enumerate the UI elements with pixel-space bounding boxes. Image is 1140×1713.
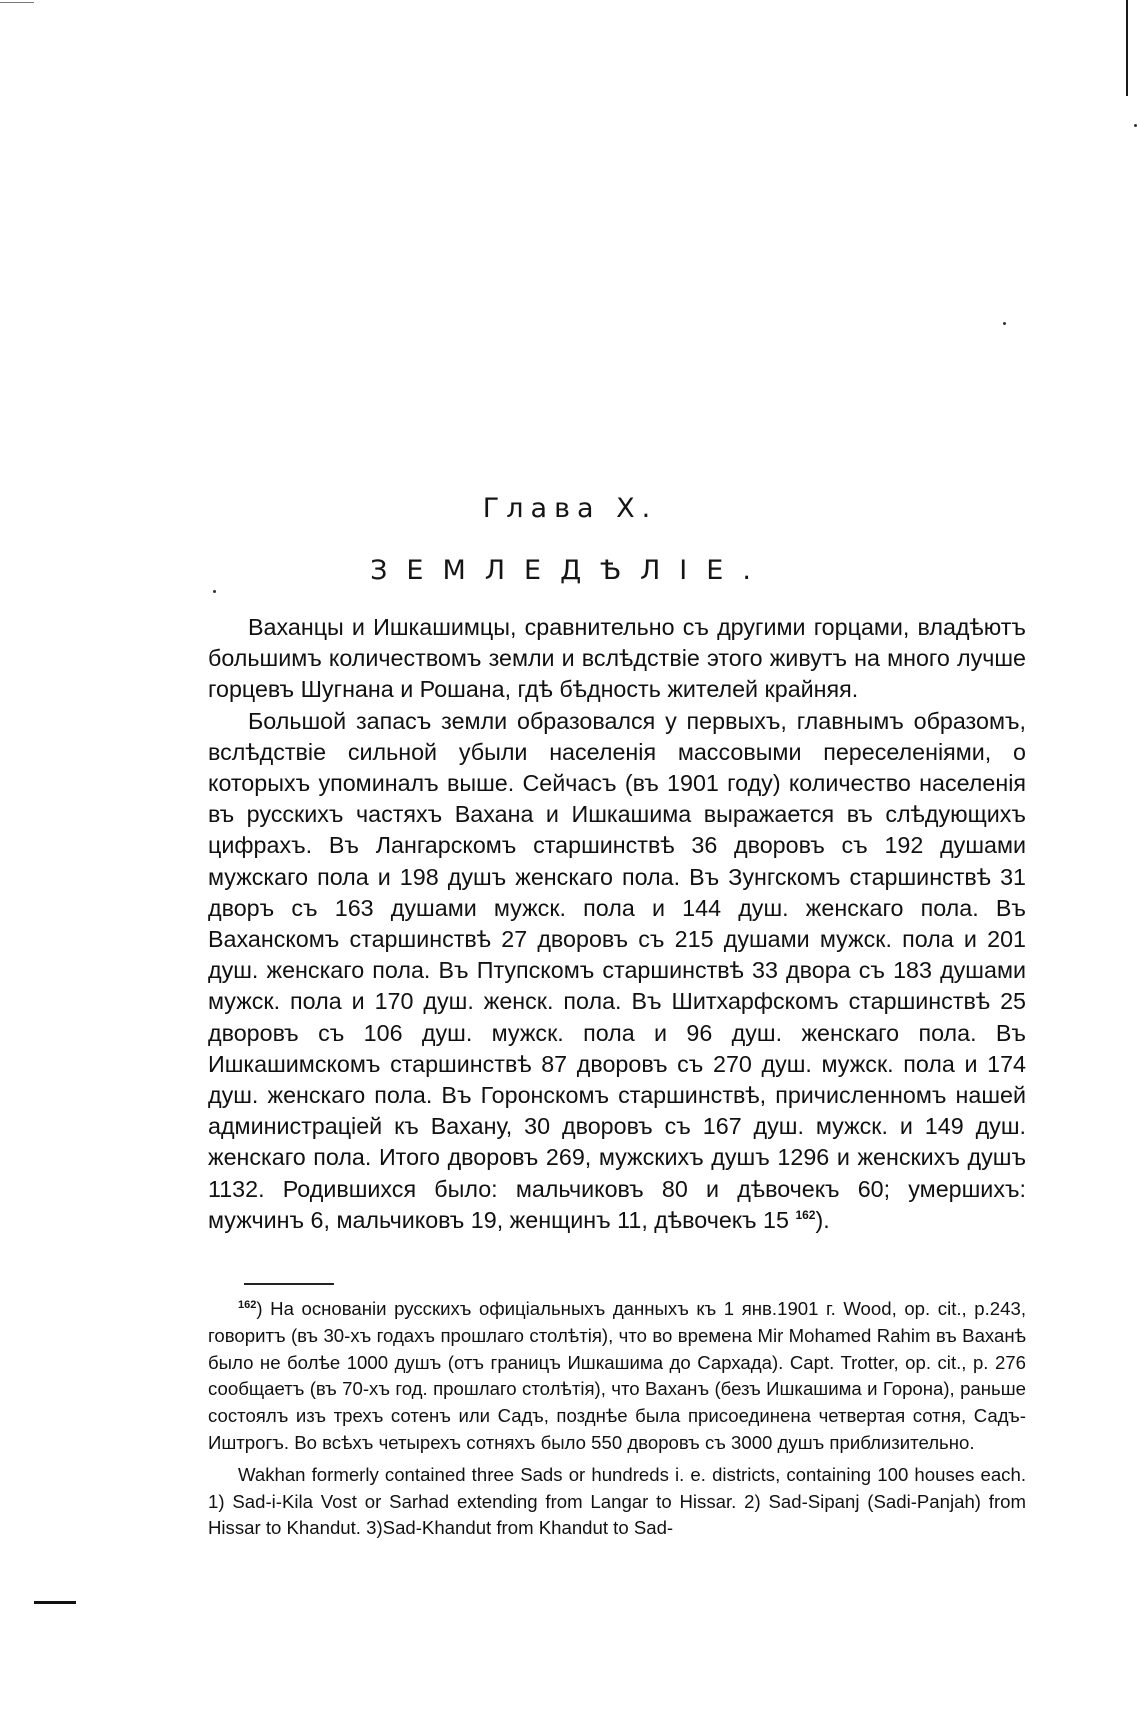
main-text xyxy=(208,612,1026,1236)
paragraph-closing: ). xyxy=(815,1206,830,1233)
footnote-english: Wakhan formerly contained three Sads or hundreds i. e. districts, containing 100 houses each. 1) Sad-i-Kila Vost or Sarhad extending from Langar to Hissar. 2) Sad-Sipanj (Sadi-Panjah) from Hissar to Khandut. 3)Sad-Khandut from Khandut to Sad- xyxy=(208,1463,1026,1539)
paragraph xyxy=(208,706,1026,1236)
footnotes xyxy=(208,1296,1026,1547)
footnote xyxy=(208,1296,1026,1457)
paragraph: Ваханцы и Ишкашимцы, сравнительно съ другими горцами, владѣютъ большимъ количествомъ земли и вслѣдствіе этого живутъ на много лучше горцевъ Шугнана и Рошана, гдѣ бѣдность жителей крайняя. xyxy=(208,614,1026,703)
footnote-text: ) На основаніи русскихъ офиціальныхъ данныхъ къ 1 янв.1901 г. Wood, op. cit., p.243, говоритъ (въ 30-хъ годахъ прошлаго столѣтія), что во времена Mir Mohamed Rahim въ Ваханѣ было не болѣе 1000 душъ (отъ границъ Ишкашима до Сархада). Capt. Trotter, op. cit., p. 276 сообщаетъ (въ 70-хъ год. прошлаго столѣтія), что Ваханъ (безъ Ишкашима и Горона), раньше состоялъ изъ трехъ сотенъ или Садъ, позднѣе была присоединена четвертая сотня, Садъ-Иштрогъ. Во всѣхъ четырехъ сотняхъ было 550 дворовъ съ 3000 душъ приблизительно. xyxy=(208,1298,1026,1453)
scan-artifact-top xyxy=(0,2,34,3)
footnote-number: 162 xyxy=(238,1298,257,1311)
scan-speck xyxy=(1134,124,1137,127)
footnote-divider xyxy=(244,1283,334,1285)
footnote-reference[interactable]: 162 xyxy=(795,1208,816,1223)
scan-artifact-right-edge xyxy=(1126,0,1128,96)
scan-speck xyxy=(213,590,216,593)
scan-artifact-bottom-left xyxy=(34,1601,76,1604)
paragraph-text: Большой запасъ земли образовался у первыхъ, главнымъ образомъ, вслѣдствіе сильной убыли населенія массовыми переселеніями, о которыхъ упоминалъ выше. Сейчасъ (въ 1901 году) количество населенія въ русскихъ частяхъ Вахана и Ишкашима выражается въ слѣдующихъ цифрахъ. Въ Лангарскомъ старшинствѣ 36 дворовъ съ 192 душами мужскаго пола и 198 душъ женскаго пола. Въ Зунгскомъ старшинствѣ 31 дворъ съ 163 душами мужск. пола и 144 душ. женскаго пола. Въ Ваханскомъ старшинствѣ 27 дворовъ съ 215 душами мужск. пола и 201 душ. женскаго пола. Въ Птупскомъ старшинствѣ 33 двора съ 183 душами мужск. пола и 170 душ. женск. пола. Въ Шитхарфскомъ старшинствѣ 25 дворовъ съ 106 душ. мужск. пола и 96 душ. женскаго пола. Въ Ишкашимскомъ старшинствѣ 87 дворовъ съ 270 душ. мужск. пола и 174 душ. женскаго пола. Въ Горонскомъ старшинствѣ, причисленномъ нашей администраціей къ Вахану, 30 дворовъ съ 167 душ. мужск. и 149 душ. женскаго пола. Итого дворовъ 269, мужскихъ душъ 1296 и женскихъ душъ 1132. Родившихся было: мальчиковъ 80 и дѣвочекъ 60; умершихъ: мужчинъ 6, мальчиковъ 19, женщинъ 11, дѣвочекъ 15 xyxy=(208,707,1026,1233)
chapter-title: ЗЕМЛЕДѢЛІЕ. xyxy=(370,555,770,586)
scan-speck xyxy=(1003,322,1006,325)
chapter-label: Глава Х. xyxy=(482,493,658,524)
